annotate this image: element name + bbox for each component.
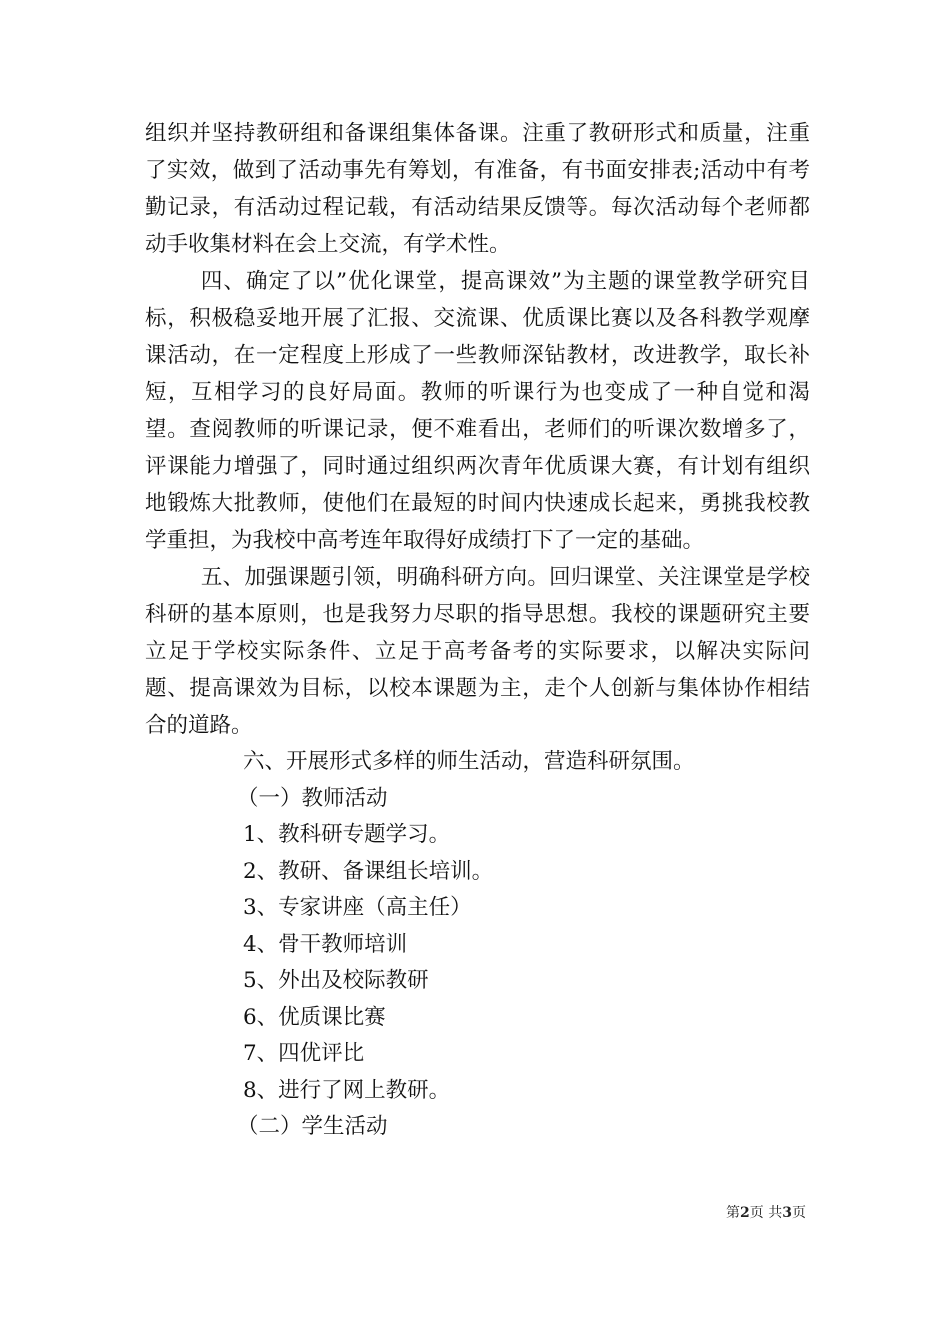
list-item: 7、四优评比 xyxy=(243,1041,365,1066)
heading-section-six: 六、开展形式多样的师生活动，营造科研氛围。 xyxy=(243,749,695,774)
page-footer xyxy=(0,1203,806,1223)
current-page-number: 2 xyxy=(740,1205,750,1221)
footer-middle: 页 共 xyxy=(749,1205,783,1221)
footer-prefix: 第 xyxy=(726,1205,741,1221)
list-item: 8、进行了网上教研。 xyxy=(243,1077,451,1103)
heading-teacher-activities: （一）教师活动 xyxy=(237,785,388,811)
list-item: 2、教研、备课组长培训。 xyxy=(243,858,494,884)
paragraph-intro: 组织并坚持教研组和备课组集体备课。注重了教研形式和质量，注重了实效，做到了活动事先有筹划，有准备，有书面安排表;活动中有考勤记录，有活动过程记载，有活动结果反馈等。每次活动每个老师都动手收集材料在会上交流，有学术性。 xyxy=(145,121,810,257)
list-item: 1、教科研专题学习。 xyxy=(243,822,451,847)
document-body xyxy=(145,115,810,1146)
paragraph-section-four: 四、确定了以”优化课堂，提高课效”为主题的课堂教学研究目标，积极稳妥地开展了汇报、交流课、优质课比赛以及各科教学观摩课活动，在一定程度上形成了一些教师深钻教材，改进教学，取长补短，互相学习的良好局面。教师的听课行为也变成了一种自觉和渴望。查阅教师的听课记录，便不难看出，老师们的听课次数增多了，评课能力增强了，同时通过组织两次青年优质课大赛，有计划有组织地锻炼大批教师，使他们在最短的时间内快速成长起来，勇挑我校教学重担，为我校中高考连年取得好成绩打下了一定的基础。 xyxy=(145,269,810,553)
heading-student-activities: （二）学生活动 xyxy=(237,1114,388,1139)
footer-suffix: 页 xyxy=(792,1205,806,1221)
list-item: 4、骨干教师培训 xyxy=(243,931,408,957)
total-page-number: 3 xyxy=(782,1205,792,1221)
list-item: 3、专家讲座（高主任） xyxy=(243,895,472,920)
list-item: 6、优质课比赛 xyxy=(243,1004,386,1030)
paragraph-section-five: 五、加强课题引领，明确科研方向。回归课堂、关注课堂是学校科研的基本原则，也是我努力尽职的指导思想。我校的课题研究主要立足于学校实际条件、立足于高考备考的实际要求，以解决实际问题、提高课效为目标，以校本课题为主，走个人创新与集体协作相结合的道路。 xyxy=(145,565,810,738)
list-item: 5、外出及校际教研 xyxy=(243,968,429,993)
